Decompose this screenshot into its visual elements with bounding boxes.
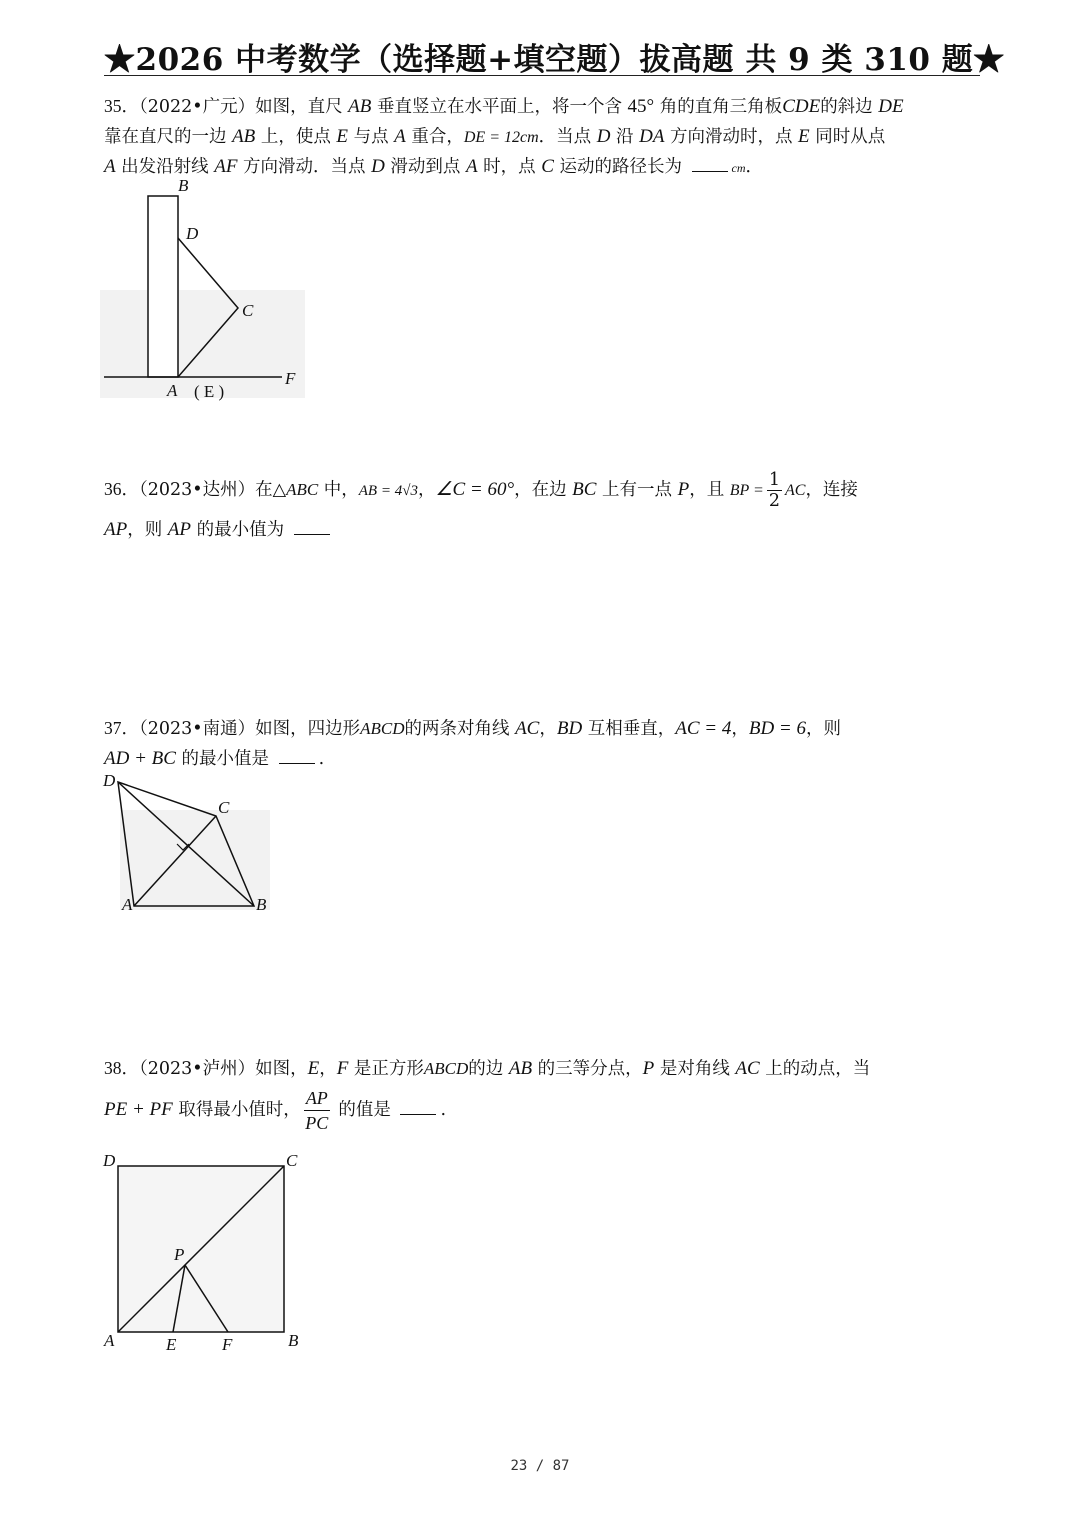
ruler [148, 196, 178, 377]
question-source: （2023•达州） [139, 480, 256, 500]
question-37-line-1 [104, 714, 974, 744]
math-term: CDE [782, 96, 821, 117]
label-d: D [186, 224, 199, 243]
question-38 [104, 1054, 974, 1135]
text: 如图， [255, 1059, 308, 1079]
question-36-line-2 [104, 515, 974, 545]
text: . [318, 749, 325, 769]
question-number: 35． [104, 96, 139, 116]
figure-38 [100, 1148, 310, 1358]
text: . [440, 1100, 447, 1120]
math-term: E [798, 126, 810, 147]
header-rule [104, 75, 980, 76]
text: 方向滑动时，点 [664, 127, 799, 147]
question-number: 38． [104, 1058, 139, 1078]
page-header-title: ★2026 中考数学（选择题+填空题）拔高题 共 9 类 310 题★ [104, 42, 1005, 78]
question-38-line-1 [104, 1054, 974, 1084]
unit-label: cm [731, 161, 746, 175]
math-term: AC [784, 482, 806, 499]
math-term: AB [348, 96, 372, 117]
text: 的斜边 [820, 97, 879, 117]
text: 同时从点 [809, 127, 886, 147]
text: ， [539, 719, 557, 739]
answer-blank[interactable] [400, 1100, 436, 1115]
label-f: F [285, 369, 296, 388]
math-term: AD + BC [104, 748, 176, 769]
text: ，则 [806, 719, 841, 739]
math-term: ABCD [423, 1059, 469, 1078]
math-term: F [336, 1058, 349, 1079]
text: ．当点 [538, 127, 597, 147]
math-term: 45° [627, 96, 655, 117]
question-35-line-2 [104, 122, 974, 152]
math-term: DA [639, 126, 665, 147]
math-term: PE + PF [104, 1099, 173, 1120]
math-term: AP [167, 519, 192, 540]
question-source: （2022•广元） [139, 97, 256, 117]
question-number: 37． [104, 718, 139, 738]
text: 角的直角三角板 [654, 97, 783, 117]
math-term: AP [104, 519, 128, 540]
label-a: A [104, 1331, 115, 1350]
math-term: AC [515, 718, 540, 739]
text: 上，使点 [255, 127, 337, 147]
math-term: P [677, 479, 690, 500]
text: 中， [318, 480, 359, 500]
question-35-line-1 [104, 92, 974, 122]
text: 靠在直尺的一边 [104, 127, 233, 147]
label-d: D [103, 771, 116, 790]
math-term: E [307, 1058, 320, 1079]
figure-background [120, 810, 270, 910]
text: 的边 [468, 1059, 509, 1079]
text: ，连接 [805, 480, 858, 500]
fraction-denominator: 2 [768, 491, 780, 511]
label-p: P [174, 1245, 185, 1264]
math-term: AC = 4 [675, 718, 732, 739]
text: ， [417, 480, 436, 500]
text: 重合， [405, 127, 464, 147]
text: 如图，直尺 [255, 97, 349, 117]
math-term: AF [214, 156, 238, 177]
text: ，在边 [514, 480, 573, 500]
label-a: A [122, 895, 133, 914]
math-term: ABCD [360, 719, 405, 738]
text: ， [319, 1059, 337, 1079]
math-term: ABC [286, 480, 319, 499]
math-term: C [541, 156, 554, 177]
text: ，且 [689, 480, 730, 500]
text: 是正方形 [348, 1059, 424, 1079]
math-term: D [371, 156, 385, 177]
label-c: C [218, 798, 230, 817]
figure-37 [100, 770, 280, 918]
text: 如图，四边形 [255, 719, 361, 739]
math-term: AB [232, 126, 256, 147]
math-term: AB = 4√3 [358, 483, 418, 499]
fraction-numerator: AP [304, 1086, 330, 1111]
text: 垂直竖立在水平面上，将一个含 [371, 97, 628, 117]
fraction-numerator: 1 [768, 470, 780, 490]
question-38-line-2 [104, 1086, 974, 1135]
question-36-line-1 [104, 470, 974, 511]
fraction-denominator: PC [305, 1113, 329, 1133]
text: 运动的路径长为 [553, 157, 688, 177]
label-c: C [286, 1151, 298, 1170]
label-b: B [178, 176, 189, 195]
text: 上的动点，当 [759, 1059, 871, 1079]
text: ， [731, 719, 749, 739]
text: 的最小值为 [191, 520, 290, 540]
text: 取得最小值时， [172, 1100, 301, 1120]
label-d: D [103, 1151, 116, 1170]
text: 时，点 [477, 157, 542, 177]
math-term: BD = 6 [748, 718, 806, 739]
fraction-one-half [767, 470, 782, 511]
label-b: B [288, 1331, 299, 1350]
math-term: BP = [729, 482, 764, 499]
math-term: P [642, 1058, 655, 1079]
text: 与点 [348, 127, 395, 147]
text: 是对角线 [654, 1059, 736, 1079]
answer-blank[interactable] [279, 749, 315, 764]
text: 的最小值是 [175, 749, 275, 769]
question-number: 36． [104, 479, 139, 499]
text: 互相垂直， [582, 719, 676, 739]
math-term: AB [508, 1058, 533, 1079]
text: ． [745, 157, 764, 177]
text: 沿 [610, 127, 640, 147]
label-a: A [167, 381, 178, 400]
answer-blank[interactable] [692, 157, 728, 172]
question-source: （2023•南通） [139, 719, 256, 739]
math-term: E [336, 126, 349, 147]
math-term: DE = 12cm [463, 129, 539, 146]
math-term: DE [878, 96, 904, 117]
question-37 [104, 714, 974, 774]
question-36 [104, 470, 974, 545]
math-term: D [596, 126, 611, 147]
page-number: 23 / 87 [510, 1458, 570, 1474]
text: 的两条对角线 [404, 719, 516, 739]
text: 的值是 [332, 1100, 397, 1120]
label-e: ( E ) [194, 382, 225, 401]
text: 出发沿射线 [115, 157, 215, 177]
label-c: C [242, 301, 254, 320]
text: 上有一点 [596, 480, 678, 500]
question-35 [104, 92, 974, 183]
math-term: ∠C = 60° [435, 479, 515, 500]
label-e: E [166, 1335, 177, 1354]
answer-blank[interactable] [294, 520, 330, 535]
math-term: BC [572, 479, 597, 500]
math-term: A [465, 156, 478, 177]
text: 的三等分点， [532, 1059, 643, 1079]
text: 滑动到点 [384, 157, 466, 177]
text: ，则 [127, 520, 168, 540]
label-f: F [222, 1335, 233, 1354]
text: 方向滑动．当点 [237, 157, 372, 177]
math-term: BD [556, 718, 583, 739]
figure-35 [100, 176, 310, 406]
math-term: A [104, 156, 116, 177]
question-source: （2023•泸州） [139, 1059, 256, 1079]
math-term: A [394, 126, 406, 147]
label-b: B [256, 895, 267, 914]
math-term: AC [735, 1058, 760, 1079]
fraction-ap-over-pc [304, 1086, 330, 1135]
text: 在△ [255, 480, 287, 500]
